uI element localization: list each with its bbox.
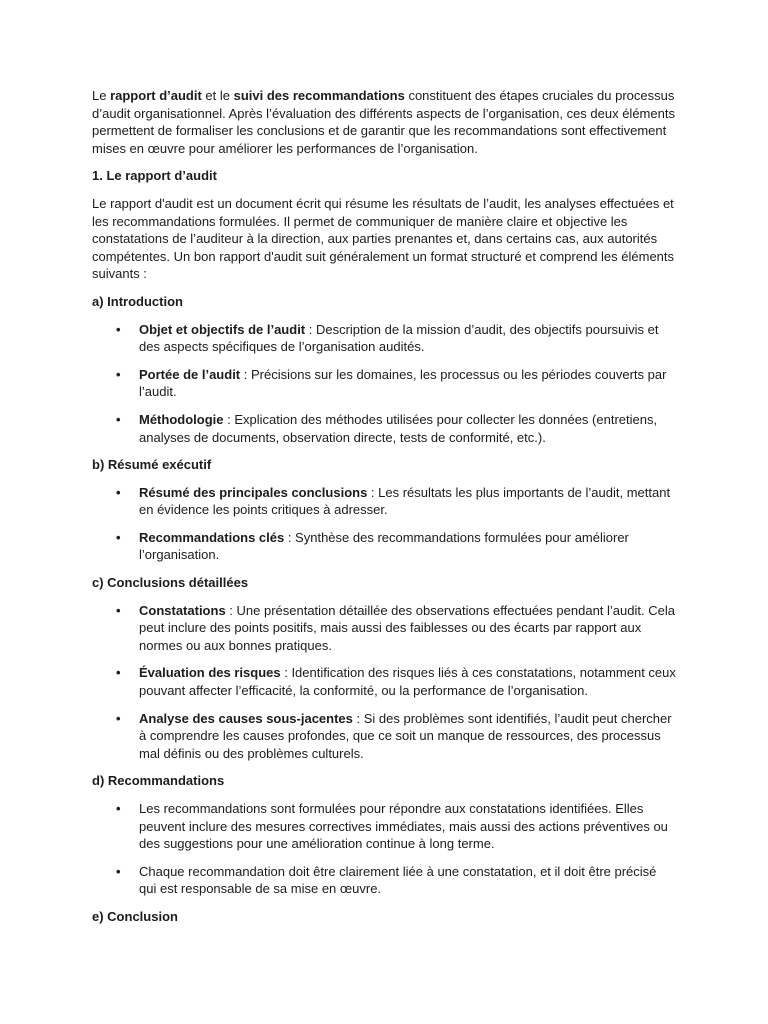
item-term: Constatations	[139, 602, 226, 618]
intro-paragraph	[92, 87, 676, 157]
item-term: Méthodologie	[139, 411, 224, 427]
list-item	[92, 366, 676, 401]
section-heading: 1. Le rapport d’audit	[92, 168, 217, 184]
bullet: •	[116, 529, 121, 545]
list-item	[92, 710, 676, 763]
intro-text-1: Le	[92, 88, 111, 103]
subsection-title-recommandations: d) Recommandations	[92, 773, 225, 789]
item-term: Analyse des causes sous-jacentes	[139, 710, 353, 726]
list-item	[92, 863, 676, 898]
list-item	[92, 602, 676, 655]
list-item	[92, 529, 676, 564]
recommandations-list	[92, 800, 676, 898]
bullet: •	[116, 411, 121, 427]
item-text: : Synthèse des recommandations formulées pour améliorer l’organisation.	[139, 529, 629, 563]
intro-text-2: et le	[201, 88, 234, 103]
bullet: •	[116, 484, 121, 500]
item-term: Évaluation des risques	[139, 665, 281, 681]
subsection-title-resume-executif: b) Résumé exécutif	[92, 457, 212, 473]
item-text: : Les résultats les plus importants de l’audit, mettant en évidence les points critiques à adresser.	[139, 484, 671, 518]
list-item	[92, 800, 676, 853]
item-term: Recommandations clés	[139, 529, 285, 545]
intro-text-3: constituent des étapes cruciales du processus d’audit organisationnel. Après l’évaluation des différents aspects de l’organisation, ces deux éléments permettent de formaliser les conclusions et de garantir que les recommandations sont effectivement mises en œuvre pour améliorer les performances de l’organisation.	[92, 88, 675, 156]
list-item	[92, 664, 676, 699]
list-item	[92, 484, 676, 519]
item-text: Chaque recommandation doit être clairement liée à une constatation, et il doit être précisé qui est responsable de sa mise en œuvre.	[139, 863, 657, 897]
intro-term-suivi: suivi des recommandations	[233, 88, 405, 103]
item-text: : Description de la mission d’audit, des objectifs poursuivis et des aspects spécifiques de l’organisation audités.	[139, 321, 659, 355]
bullet: •	[116, 602, 121, 618]
section-body: Le rapport d'audit est un document écrit qui résume les résultats de l’audit, les analyses effectuées et les recommandations formulées. Il permet de communiquer de manière claire et objective les constatations de l’auditeur à la direction, aux parties prenantes et, dans certains cas, aux autorités compétentes. Un bon rapport d'audit suit généralement un format structuré et comprend les éléments suivants :	[92, 195, 675, 282]
bullet: •	[116, 863, 121, 879]
subsection-title-conclusion: e) Conclusion	[92, 908, 178, 924]
introduction-list	[92, 321, 676, 447]
bullet: •	[116, 321, 121, 337]
conclusions-list	[92, 602, 676, 763]
bullet: •	[116, 366, 121, 382]
list-item	[92, 411, 676, 446]
item-term: Objet et objectifs de l’audit	[139, 321, 306, 337]
item-text: : Explication des méthodes utilisées pour collecter les données (entretiens, analyses de documents, observation directe, tests de conformité, etc.).	[139, 411, 658, 445]
bullet: •	[116, 710, 121, 726]
item-text: : Si des problèmes sont identifiés, l’audit peut chercher à comprendre les causes profondes, que ce soit un manque de ressources, des processus mal définis ou des problèmes culturels.	[139, 710, 672, 761]
list-item	[92, 321, 676, 356]
bullet: •	[116, 665, 121, 681]
intro-term-rapport: rapport d’audit	[110, 88, 202, 103]
bullet: •	[116, 801, 121, 816]
item-text: Les recommandations sont formulées pour répondre aux constatations identifiées. Elles peuvent inclure des mesures correctives immédiates, mais aussi des actions préventives ou des suggestions pour une amélioration continue à long terme.	[139, 801, 668, 852]
item-term: Portée de l’audit	[139, 366, 241, 382]
item-term: Résumé des principales conclusions	[139, 484, 368, 500]
item-text: : Identification des risques liés à ces constatations, notamment ceux pouvant affecter l’efficacité, la conformité, ou la performance de l’organisation.	[139, 665, 676, 699]
item-text: : Une présentation détaillée des observations effectuées pendant l’audit. Cela peut inclure des points positifs, mais aussi des faiblesses ou des écarts par rapport aux normes ou aux bonnes pratiques.	[139, 602, 675, 653]
item-text: : Précisions sur les domaines, les processus ou les périodes couverts par l’audit.	[139, 366, 667, 400]
resume-list	[92, 484, 676, 564]
subsection-title-introduction: a) Introduction	[92, 293, 183, 309]
subsection-title-conclusions-detaillees: c) Conclusions détaillées	[92, 575, 249, 591]
